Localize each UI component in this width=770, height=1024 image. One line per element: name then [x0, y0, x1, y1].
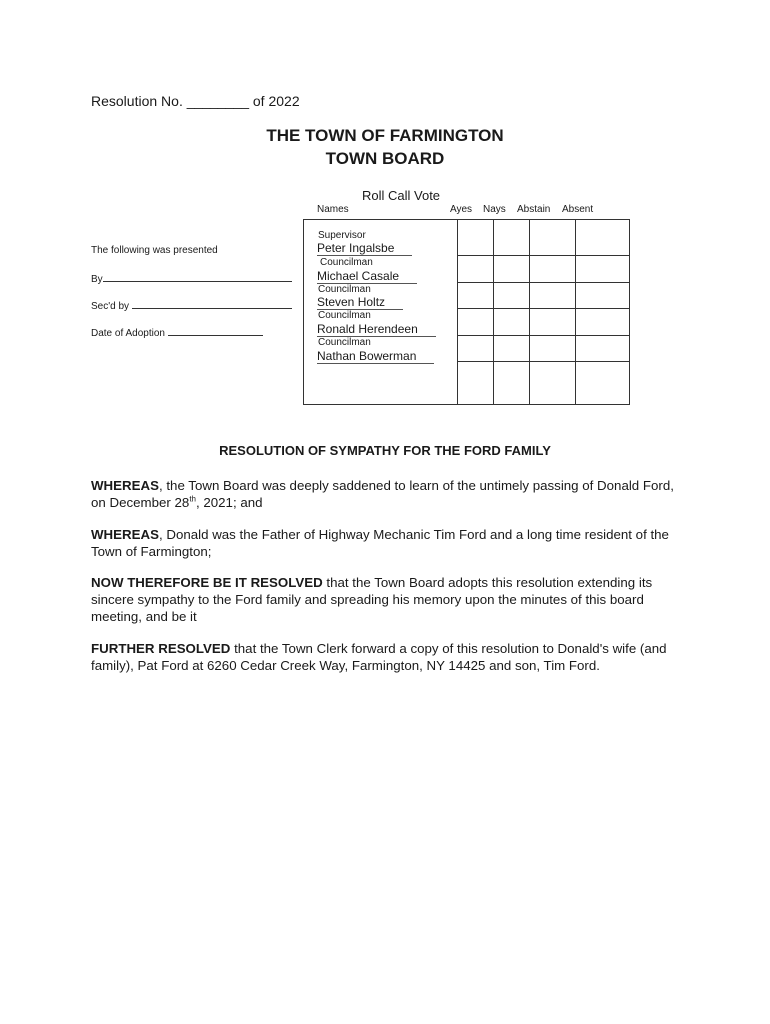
- column-header-abstain: Abstain: [517, 204, 551, 215]
- member-name: Peter Ingalsbe: [317, 242, 412, 256]
- by-blank: [103, 272, 292, 282]
- column-header-absent: Absent: [562, 204, 594, 215]
- paragraph-lead: WHEREAS: [91, 527, 159, 542]
- paragraph-text: that the Town Board adopts this resolution extending its sincere sympathy to the Ford family and spreading his memory upon the minutes of this board meeting, and be it: [91, 575, 653, 624]
- date-of-adoption-field: [91, 326, 263, 339]
- document-title: THE TOWN OF FARMINGTON: [266, 126, 504, 145]
- ordinal-suffix: th: [189, 494, 196, 504]
- table-row-divider: [457, 335, 630, 336]
- member-role: Councilman: [318, 337, 371, 348]
- whereas-paragraph-2: [91, 526, 681, 560]
- table-divider: [529, 219, 530, 405]
- paragraph-lead: NOW THEREFORE BE IT RESOLVED: [91, 575, 323, 590]
- resolution-title: RESOLUTION OF SYMPATHY FOR THE FORD FAMILY: [219, 443, 551, 458]
- secd-by-blank: [132, 299, 292, 309]
- table-row-divider: [457, 255, 630, 256]
- member-role: Councilman: [320, 257, 373, 268]
- table-row-divider: [457, 282, 630, 283]
- whereas-paragraph-1: [91, 477, 681, 511]
- paragraph-text: , Donald was the Father of Highway Mechanic Tim Ford and a long time resident of the Town of Farmington;: [91, 527, 669, 559]
- presented-label: The following was presented: [91, 245, 218, 256]
- paragraph-text: that the Town Clerk forward a copy of this resolution to Donald's wife (and family), Pat Ford at 6260 Cedar Creek Way, Farmington, NY 14425 and son, Tim Ford.: [91, 641, 667, 673]
- further-resolved-paragraph: [91, 640, 681, 674]
- table-divider: [575, 219, 576, 405]
- table-row-divider: [457, 308, 630, 309]
- member-name: Michael Casale: [317, 270, 417, 284]
- member-role: Councilman: [318, 310, 371, 321]
- column-header-names: Names: [317, 204, 349, 215]
- roll-call-title: Roll Call Vote: [362, 188, 441, 203]
- document-subtitle: TOWN BOARD: [325, 149, 445, 168]
- member-name: Ronald Herendeen: [317, 323, 436, 337]
- table-divider: [457, 219, 458, 405]
- date-of-adoption-blank: [168, 326, 263, 336]
- paragraph-text: , the Town Board was deeply saddened to learn of the untimely passing of Donald Ford, on December 28: [91, 478, 674, 510]
- resolved-paragraph: [91, 574, 681, 625]
- table-row-divider: [457, 361, 630, 362]
- by-field: [91, 272, 292, 285]
- resolution-number-line: Resolution No. ________ of 2022: [91, 93, 300, 109]
- secd-by-field: [91, 299, 292, 312]
- member-name: Nathan Bowerman: [317, 350, 434, 364]
- by-label: By: [91, 274, 103, 285]
- column-header-ayes: Ayes: [450, 204, 473, 215]
- paragraph-lead: WHEREAS: [91, 478, 159, 493]
- paragraph-lead: FURTHER RESOLVED: [91, 641, 231, 656]
- member-name: Steven Holtz: [317, 296, 403, 310]
- secd-by-label: Sec'd by: [91, 301, 130, 312]
- member-role: Councilman: [318, 284, 371, 295]
- date-of-adoption-label: Date of Adoption: [91, 328, 165, 339]
- table-divider: [493, 219, 494, 405]
- column-header-nays: Nays: [483, 204, 506, 215]
- paragraph-text: , 2021; and: [195, 495, 263, 510]
- member-role: Supervisor: [318, 230, 366, 241]
